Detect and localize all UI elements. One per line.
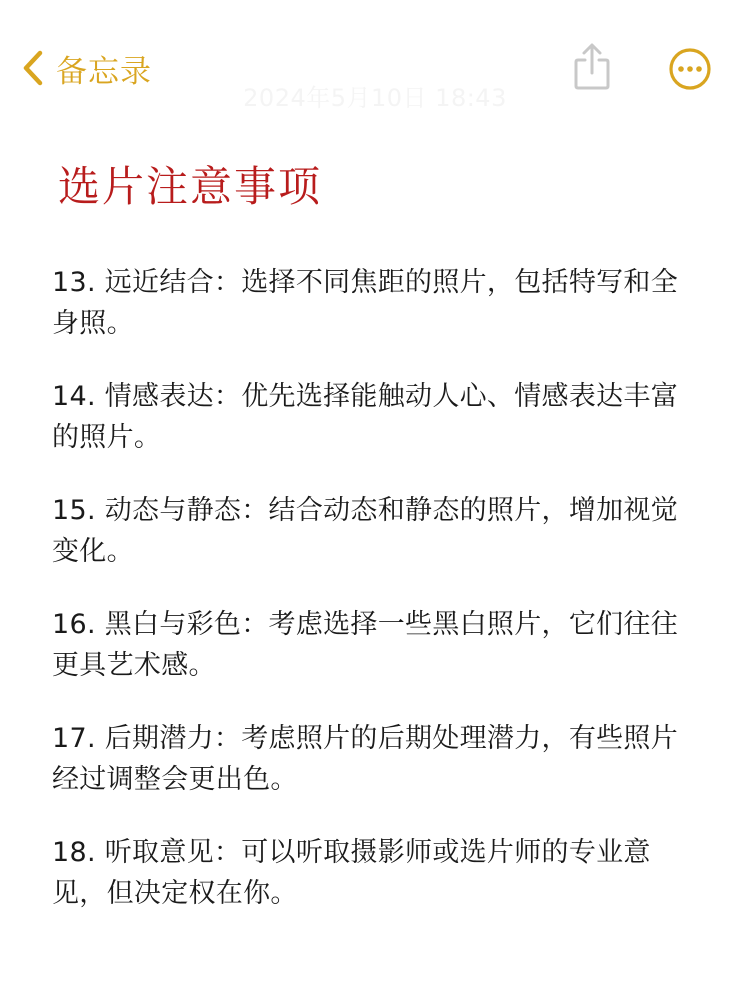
note-item: 16. 黑白与彩色：考虑选择一些黑白照片，它们往往更具艺术感。: [52, 609, 679, 681]
note-item: 13. 远近结合：选择不同焦距的照片，包括特写和全身照。: [52, 267, 679, 339]
note-title[interactable]: 选片注意事项: [58, 162, 323, 211]
note-body[interactable]: [52, 262, 692, 946]
back-label: 备忘录: [56, 53, 152, 90]
note-timestamp: 2024年5月10日 18:43: [243, 84, 507, 112]
note-item: 15. 动态与静态：结合动态和静态的照片，增加视觉变化。: [52, 495, 679, 567]
note-item: 14. 情感表达：优先选择能触动人心、情感表达丰富的照片。: [52, 381, 679, 453]
note-item: 18. 听取意见：可以听取摄影师或选片师的专业意见，但决定权在你。: [52, 837, 651, 909]
note-item: 17. 后期潜力：考虑照片的后期处理潜力，有些照片经过调整会更出色。: [52, 723, 679, 795]
